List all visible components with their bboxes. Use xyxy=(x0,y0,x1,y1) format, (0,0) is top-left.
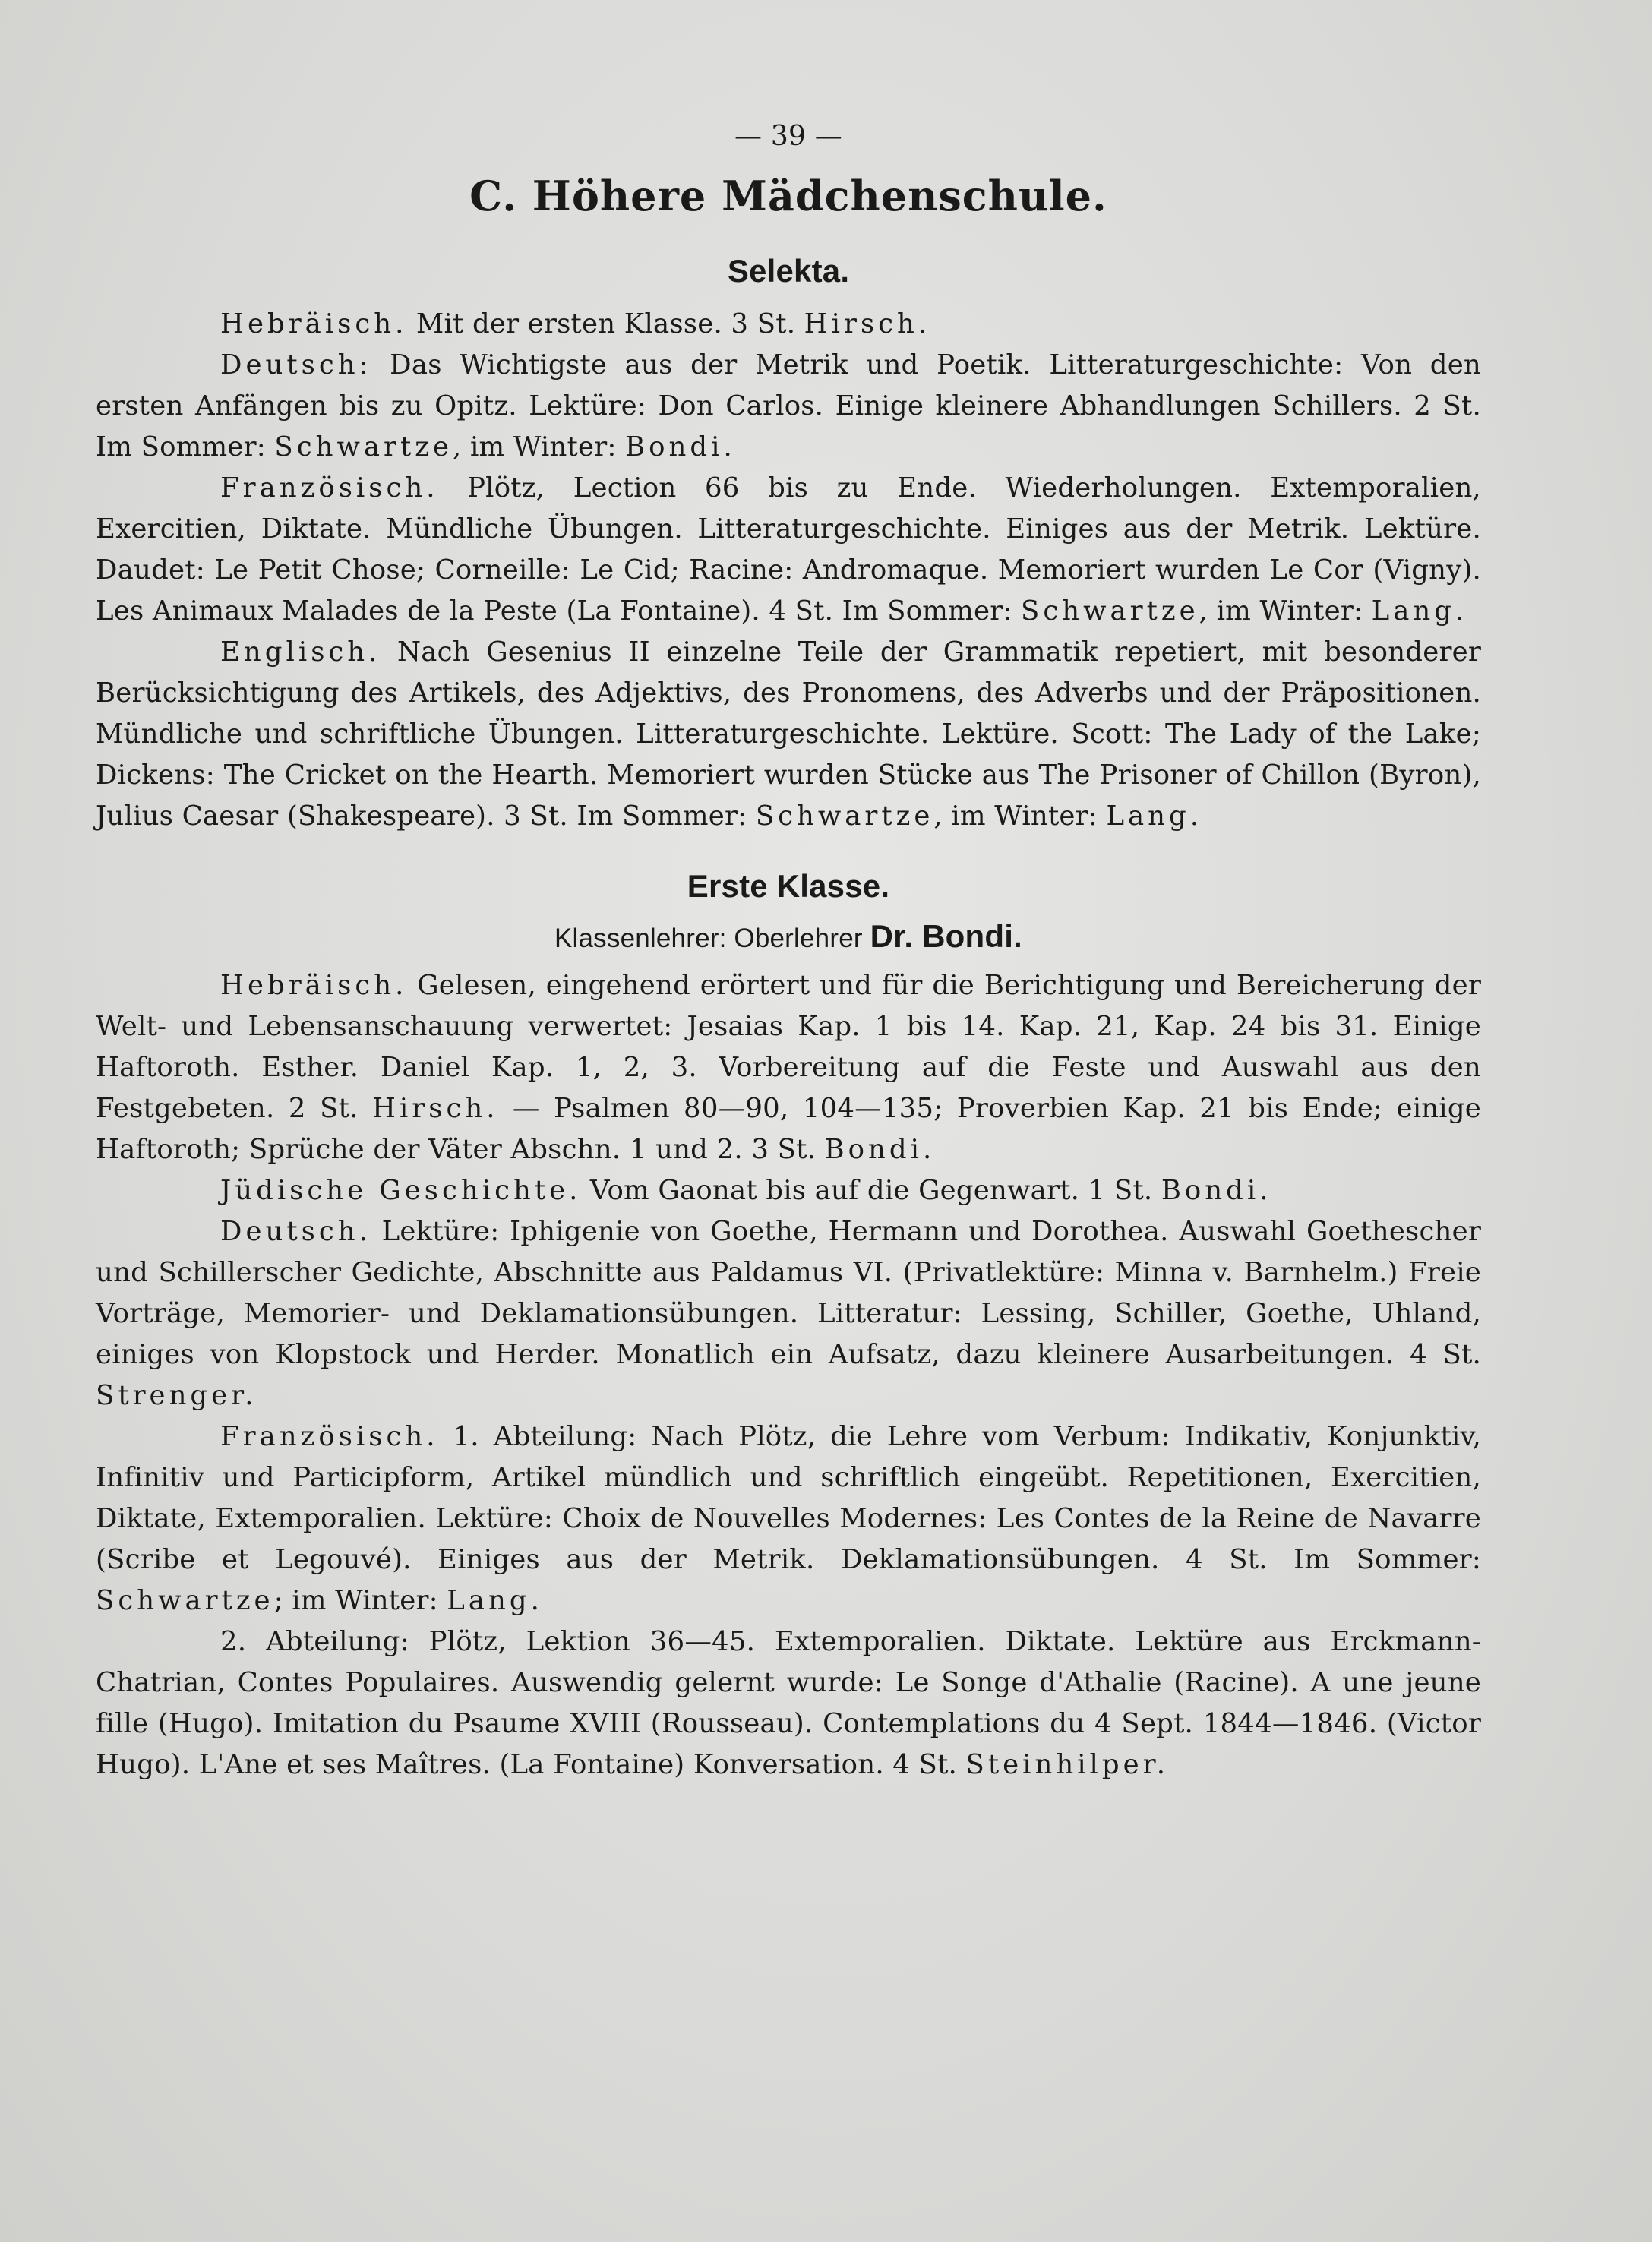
class-teacher-name: Dr. Bondi. xyxy=(870,918,1022,954)
subject-label: Hebräisch. xyxy=(220,970,408,1001)
paragraph-selekta-franzoesisch xyxy=(96,468,1481,632)
teacher-name: Strenger. xyxy=(96,1380,257,1411)
paragraph-selekta-deutsch xyxy=(96,345,1481,468)
subject-label: Deutsch. xyxy=(220,1216,371,1247)
teacher-name: Schwartze xyxy=(96,1585,274,1616)
paragraph-erste-deutsch xyxy=(96,1211,1481,1416)
teacher-name: Lang. xyxy=(1106,800,1203,832)
teacher-name: Hirsch. xyxy=(371,1093,499,1124)
class-teacher-label: Klassenlehrer: Oberlehrer xyxy=(554,924,870,953)
paragraph-erste-hebraeisch xyxy=(96,965,1481,1170)
teacher-name: Schwartze xyxy=(274,431,453,463)
teacher-name: Bondi. xyxy=(1161,1175,1272,1206)
paragraph-text: Lektüre: Iphigenie von Goethe, Hermann und Dorothea. Auswahl Goethescher und Schillerscher Gedichte, Abschnitte aus Paldamus VI. (Privatlektüre: Minna v. Barnhelm.) Freie Vorträge, Memorier- und Deklamationsübungen. Litteratur: Lessing, Schiller, Goethe, Uhland, einiges von Klopstock und Herder. Monatlich ein Aufsatz, dazu kleinere Ausarbeitungen. 4 St. xyxy=(96,1216,1481,1370)
paragraph-erste-juedische-geschichte xyxy=(96,1170,1481,1211)
page-title: C. Höhere Mädchenschule. xyxy=(469,172,1107,220)
paragraph-text: Das Wichtigste aus der Metrik und Poetik. Litteraturgeschichte: Von den ersten Anfängen bis zu Opitz. Lektüre: Don Carlos. Einige kleinere Abhandlungen Schillers. 2 St. Im Sommer: xyxy=(96,349,1481,463)
teacher-name: Lang. xyxy=(447,1585,543,1616)
class-teacher-line xyxy=(96,914,1481,961)
paragraph-selekta-hebraeisch xyxy=(96,304,1481,345)
paragraph-selekta-englisch xyxy=(96,632,1481,837)
paragraph-text: Vom Gaonat bis auf die Gegenwart. 1 St. xyxy=(581,1175,1161,1206)
teacher-name: Bondi. xyxy=(824,1134,936,1165)
paragraph-text: — Psalmen 80—90, 104—135; Proverbien Kap. 21 bis Ende; einige Haftoroth; Sprüche der Väter Abschn. 1 und 2. 3 St. xyxy=(96,1093,1481,1165)
paragraph-text: Mit der ersten Klasse. 3 St. xyxy=(407,308,804,339)
page-number: — 39 — xyxy=(734,121,842,152)
paragraph-text: , im Winter: xyxy=(1199,595,1372,627)
paragraph-text: Plötz, Lection 66 bis zu Ende. Wiederholungen. Extemporalien, Exercitien, Diktate. Mündliche Übungen. Litteraturgeschichte. Einiges aus der Metrik. Lektüre. Daudet: Le Petit Chose; Corneille: Le Cid; Racine: Andromaque. Memoriert wurden Le Cor (Vigny). Les Animaux Malades de la Peste (La Fontaine). 4 St. Im Sommer: xyxy=(96,472,1481,627)
teacher-name: Schwartze xyxy=(1021,595,1199,627)
subject-label: Hebräisch. xyxy=(220,308,408,339)
document-body xyxy=(96,114,1481,1786)
teacher-name: Bondi. xyxy=(625,431,736,463)
paragraph-text: 2. Abteilung: Plötz, Lektion 36—45. Extemporalien. Diktate. Lektüre aus Erckmann-Chatrian, Contes Populaires. Auswendig gelernt wurde: Le Songe d'Athalie (Racine). A une jeune fille (Hugo). Imitation du Psaume XVIII (Rousseau). Contemplations du 4 Sept. 1844—1846. (Victor Hugo). L'Ane et ses Maîtres. (La Fontaine) Konversation. 4 St. xyxy=(96,1626,1481,1780)
paragraph-text: , im Winter: xyxy=(933,800,1107,832)
teacher-name: Lang. xyxy=(1371,595,1468,627)
paragraph-erste-franzoesisch-abteilung-2 xyxy=(96,1622,1481,1786)
subject-label: Deutsch: xyxy=(220,349,372,381)
paragraph-text: , im Winter: xyxy=(453,431,626,463)
paragraph-text: Nach Gesenius II einzelne Teile der Grammatik repetiert, mit besonderer Berücksichtigung des Artikels, des Adjektivs, des Pronomens, des Adverbs und der Präpositionen. Mündliche und schriftliche Übungen. Litteraturgeschichte. Lektüre. Scott: The Lady of the Lake; Dickens: The Cricket on the Hearth. Memoriert wurden Stücke aus The Prisoner of Chillon (Byron), Julius Caesar (Shakespeare). 3 St. Im Sommer: xyxy=(96,636,1481,832)
subject-label: Französisch. xyxy=(220,472,439,504)
paragraph-text: 1. Abteilung: Nach Plötz, die Lehre vom Verbum: Indikativ, Konjunktiv, Infinitiv und Participform, Artikel mündlich und schriftlich eingeübt. Repetitionen, Exercitien, Diktate, Extemporalien. Lektüre: Choix de Nouvelles Modernes: Les Contes de la Reine de Navarre (Scribe et Legouvé). Einiges aus der Metrik. Deklamationsübungen. 4 St. Im Sommer: xyxy=(96,1421,1481,1575)
paragraph-text: ; im Winter: xyxy=(273,1585,447,1616)
paragraph-erste-franzoesisch xyxy=(96,1416,1481,1622)
teacher-name: Hirsch. xyxy=(804,308,931,339)
subject-label: Jüdische Geschichte. xyxy=(220,1175,582,1206)
subject-label: Französisch. xyxy=(220,1421,439,1452)
paragraph-text: Gelesen, eingehend erörtert und für die Berichtigung und Bereicherung der Welt- und Lebensanschauung verwertet: Jesaias Kap. 1 bis 14. Kap. 21, Kap. 24 bis 31. Einige Haftoroth. Esther. Daniel Kap. 1, 2, 3. Vorbereitung auf die Feste und Auswahl aus den Festgebeten. 2 St. xyxy=(96,970,1481,1124)
teacher-name: Schwartze xyxy=(755,800,934,832)
section-heading-erste-klasse: Erste Klasse. xyxy=(687,868,890,904)
subject-label: Englisch. xyxy=(220,636,381,668)
teacher-name: Steinhilper. xyxy=(965,1749,1169,1780)
section-heading-selekta: Selekta. xyxy=(727,253,850,289)
